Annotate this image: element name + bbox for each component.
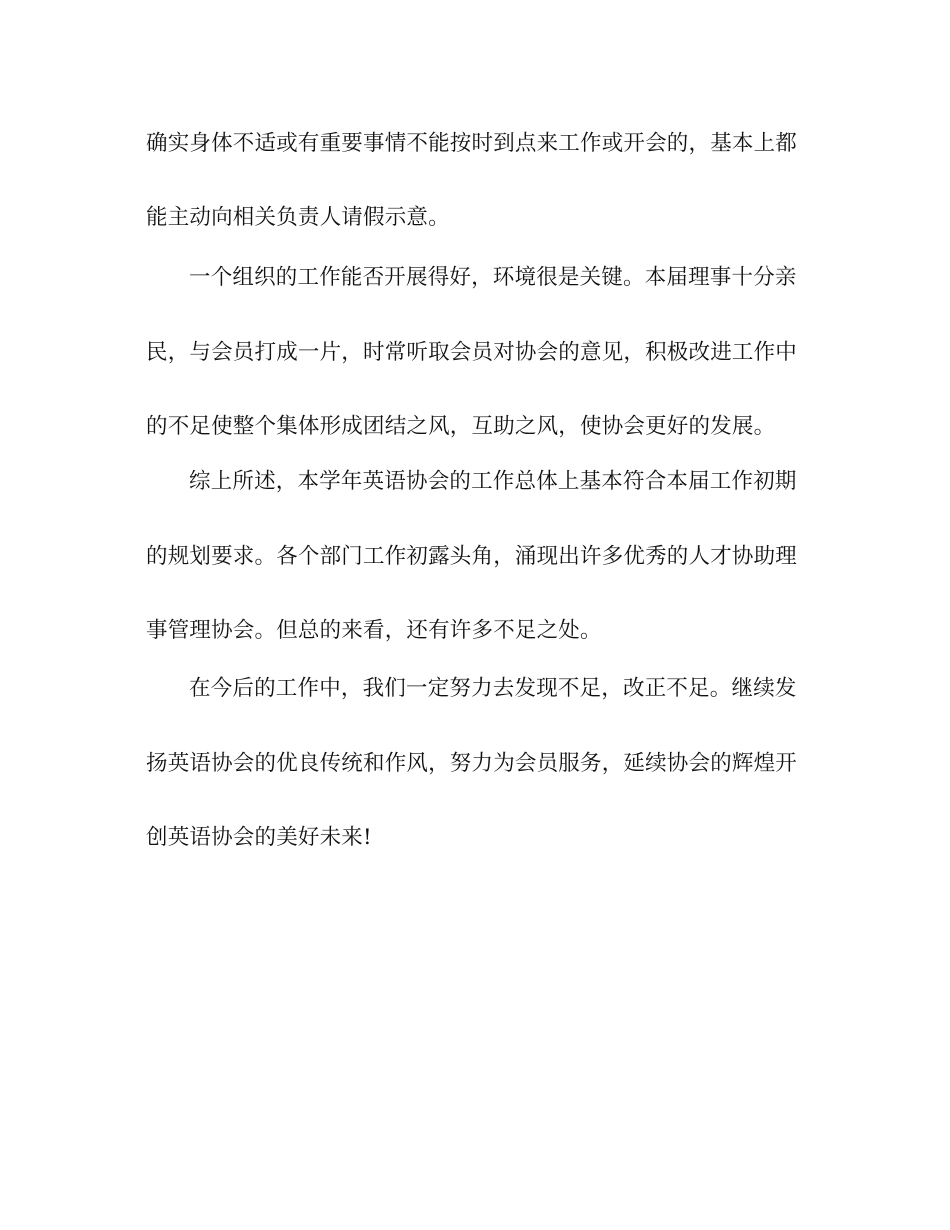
paragraph-3-line-1: 综上所述，本学年英语协会的工作总体上基本符合本届工作初期	[189, 469, 797, 494]
paragraph-4-line-3: 创英语协会的美好未来!	[146, 825, 372, 850]
paragraph-1-line-2: 能主动向相关负责人请假示意。	[146, 205, 450, 230]
paragraph-4-line-1: 在今后的工作中，我们一定努力去发现不足，改正不足。继续发	[189, 676, 797, 701]
paragraph-4-line-2: 扬英语协会的优良传统和作风，努力为会员服务，延续协会的辉煌开	[146, 751, 798, 776]
paragraph-2-line-3: 的不足使整个集体形成团结之风，互助之风，使协会更好的发展。	[146, 414, 776, 439]
paragraph-3-line-2: 的规划要求。各个部门工作初露头角，涌现出许多优秀的人才协助理	[146, 544, 798, 569]
paragraph-1-line-1: 确实身体不适或有重要事情不能按时到点来工作或开会的，基本上都	[146, 131, 798, 156]
paragraph-3-line-3: 事管理协会。但总的来看，还有许多不足之处。	[146, 618, 602, 643]
paragraph-2-line-2: 民，与会员打成一片，时常听取会员对协会的意见，积极改进工作中	[146, 340, 798, 365]
paragraph-2-line-1: 一个组织的工作能否开展得好，环境很是关键。本届理事十分亲	[189, 265, 797, 290]
